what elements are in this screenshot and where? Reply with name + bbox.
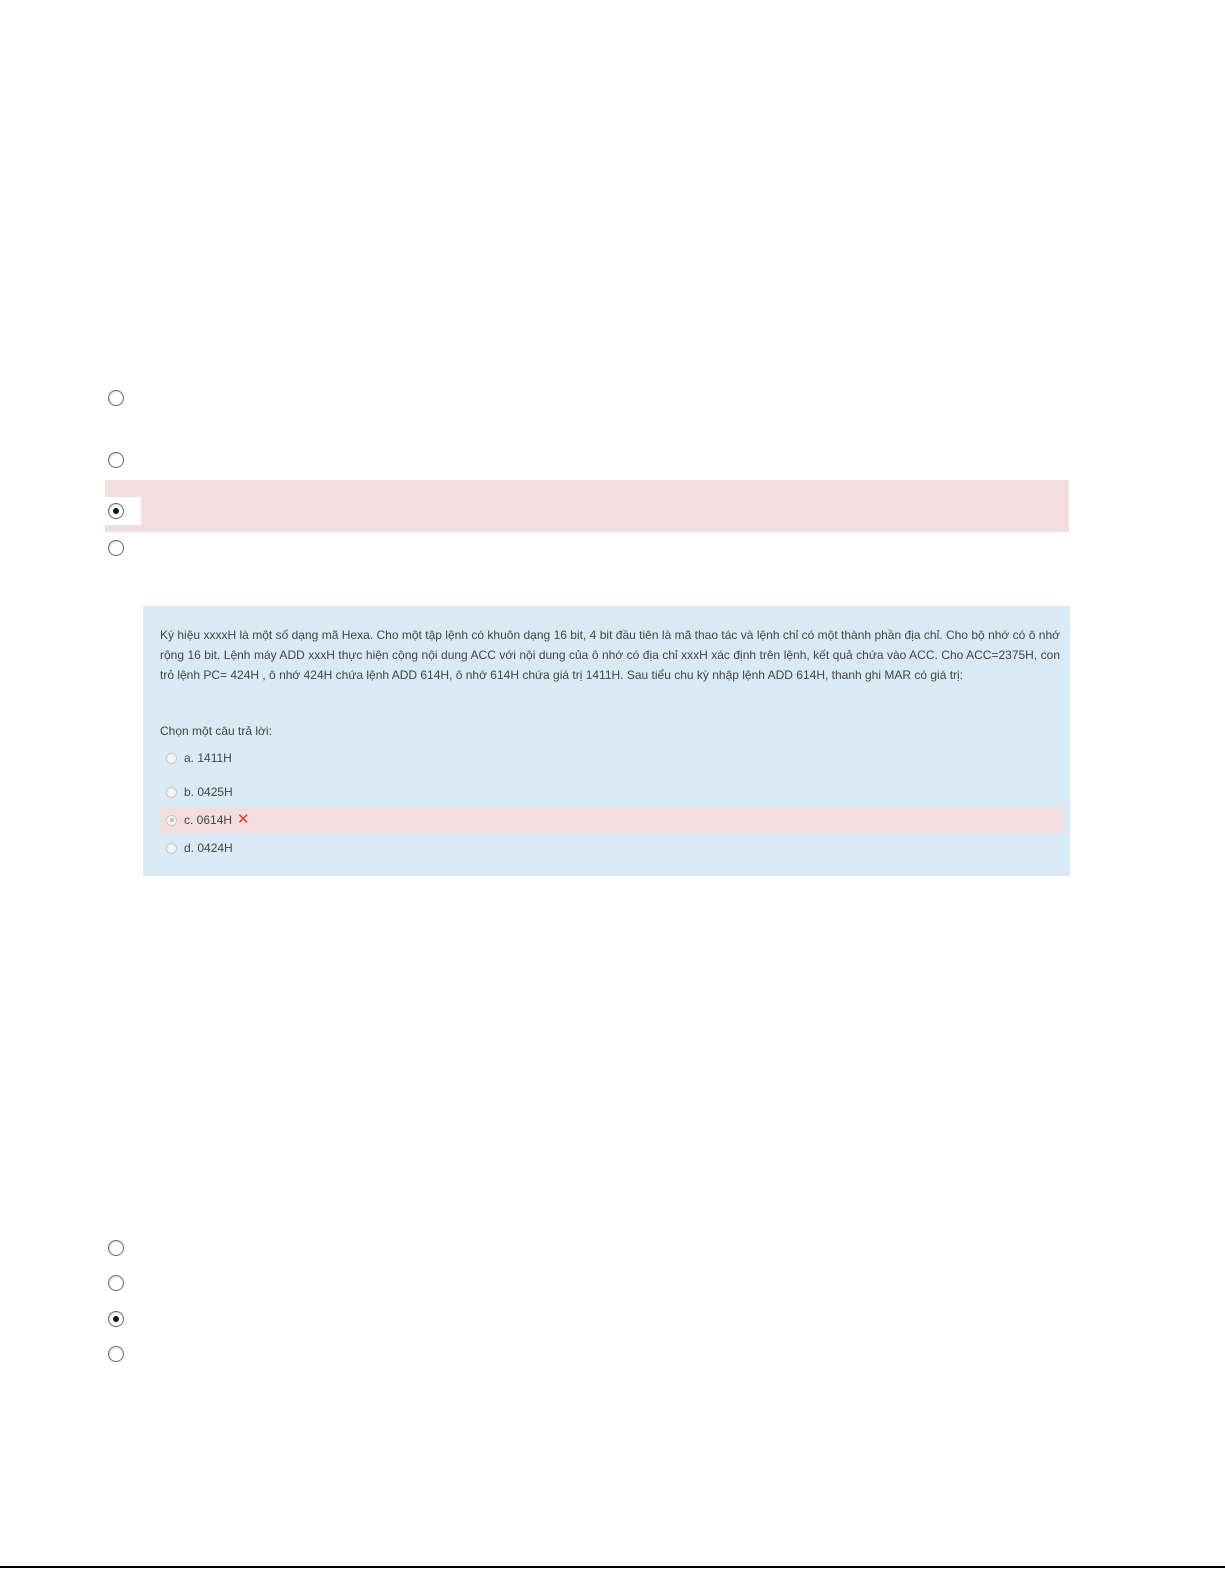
answer-option-b[interactable] xyxy=(160,779,233,805)
question-text: Ký hiệu xxxxH là một số dạng mã Hexa. Cho một tập lệnh có khuôn dạng 16 bit, 4 bit đầu tiên là mã thao tác và lệnh chỉ có một thành phần địa chỉ. Cho bộ nhớ có ô nhớ rộng 16 bit. Lệnh máy ADD xxxH thực hiện cộng nội dung ACC với nội dung của ô nhớ có địa chỉ xxxH xác định trên lệnh, kết quả chứa vào ACC. Cho ACC=2375H, con trỏ lệnh PC= 424H , ô nhớ 424H chứa lệnh ADD 614H, ô nhớ 614H chứa giá trị 1411H. Sau tiểu chu kỳ nhập lệnh ADD 614H, thanh ghi MAR có giá trị: xyxy=(160,628,1060,682)
answer-option-a[interactable] xyxy=(160,745,232,771)
upper-option-d-radio[interactable] xyxy=(108,540,124,556)
upper-option-a-radio[interactable] xyxy=(108,390,124,406)
lower-option-d-radio[interactable] xyxy=(108,1346,124,1362)
answer-radio-c[interactable] xyxy=(166,815,177,826)
upper-option-c-radio[interactable] xyxy=(108,503,124,519)
x-mark-icon: ✕ xyxy=(237,811,250,828)
quiz-question-panel xyxy=(143,606,1070,876)
answer-radio-b[interactable] xyxy=(166,787,177,798)
upper-incorrect-highlight xyxy=(105,480,1069,532)
lower-option-c-radio[interactable] xyxy=(108,1311,124,1327)
answer-option-d[interactable] xyxy=(160,835,233,861)
answer-label-d: d. 0424H xyxy=(184,841,233,855)
answer-radio-a[interactable] xyxy=(166,753,177,764)
answer-label-b: b. 0425H xyxy=(184,785,233,799)
answer-label-a: a. 1411H xyxy=(184,751,232,765)
answer-radio-d[interactable] xyxy=(166,843,177,854)
lower-option-b-radio[interactable] xyxy=(108,1275,124,1291)
page-bottom-rule xyxy=(0,1566,1225,1568)
upper-option-b-radio[interactable] xyxy=(108,452,124,468)
lower-option-a-radio[interactable] xyxy=(108,1240,124,1256)
answer-prompt: Chọn một câu trả lời: xyxy=(160,724,272,738)
answer-option-c[interactable] xyxy=(160,807,1063,833)
answer-label-c: c. 0614H xyxy=(184,813,233,827)
